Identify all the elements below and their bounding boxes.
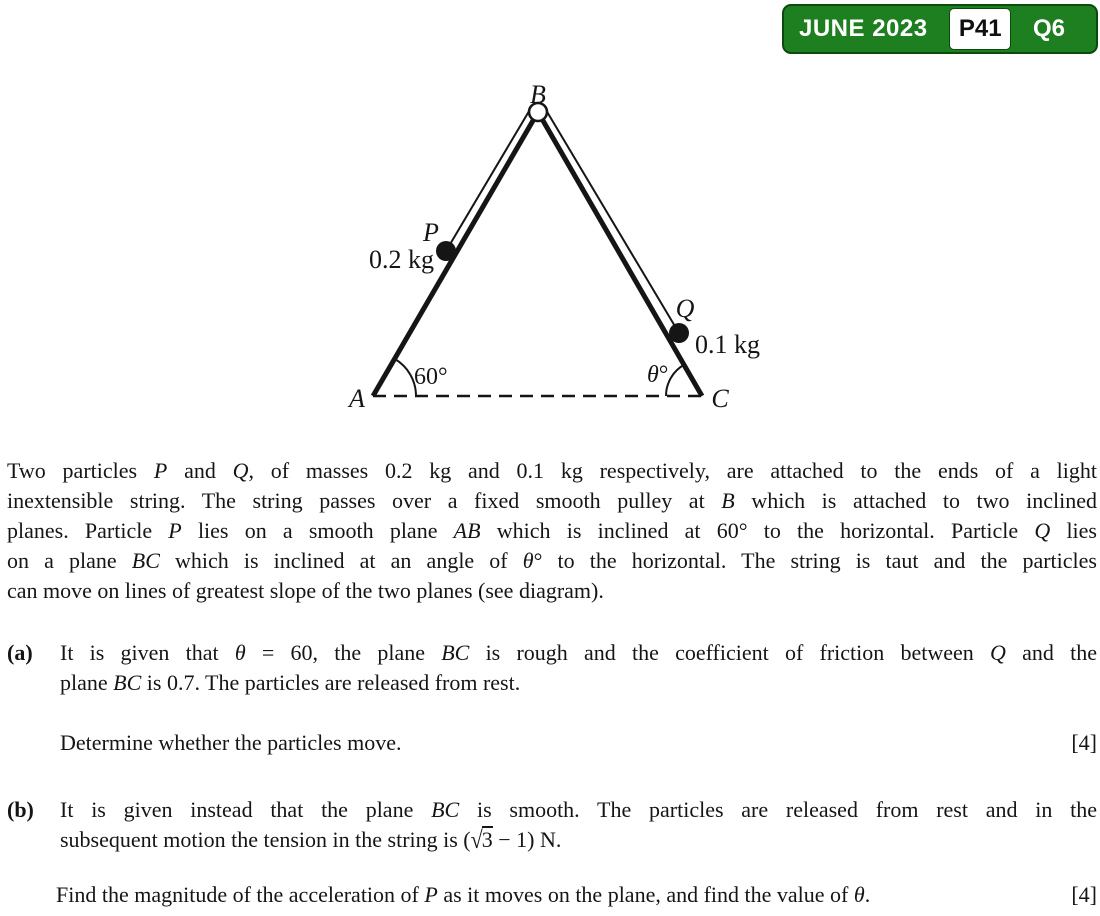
label-angle-60: 60° (414, 364, 448, 390)
string-right-segment (545, 108, 680, 334)
intro-paragraph (7, 456, 1097, 606)
part-b-text (60, 795, 1097, 855)
label-a: A (349, 384, 365, 413)
string-left-segment (446, 107, 532, 251)
text-line: Two particles P and Q, of masses 0.2 kg and 0.1 kg respectively, are attached to the ends of a light (7, 458, 1098, 483)
paper-code-label: P41 (958, 15, 1002, 42)
label-c: C (711, 384, 729, 413)
part-a-marks: [4] (1071, 730, 1097, 755)
label-q: Q (675, 294, 695, 323)
label-mass-q: 0.1 kg (695, 330, 760, 359)
particle-p-dot (436, 241, 456, 261)
label-b: B (530, 80, 546, 109)
angle-arc-at-a (395, 359, 417, 396)
label-angle-theta: θ° (647, 362, 669, 388)
plane-bc-line (538, 112, 702, 396)
text-line: planes. Particle P lies on a smooth plane AB which is inclined at 60° to the horizontal. Particle Q lies (7, 518, 1097, 543)
part-b (7, 795, 1097, 855)
part-a-text (60, 638, 1097, 698)
part-b-task-text: Find the magnitude of the acceleration of P as it moves on the plane, and find the value of θ. (56, 882, 871, 907)
text-line: can move on lines of greatest slope of the two planes (see diagram). (7, 578, 604, 603)
text-line: subsequent motion the tension in the string is (√3 − 1) N. (60, 825, 562, 854)
label-mass-p: 0.2 kg (369, 245, 434, 274)
part-a-task (60, 728, 1097, 758)
part-a (7, 638, 1097, 698)
particle-q-dot (669, 323, 689, 343)
question-number-label: Q6 (1032, 15, 1065, 42)
session-label: JUNE 2023 (799, 15, 928, 42)
part-a-label: (a) (7, 640, 33, 665)
angle-arc-at-c (666, 365, 684, 396)
part-b-task (56, 880, 1097, 910)
text-line: plane BC is 0.7. The particles are released from rest. (60, 670, 521, 695)
text-line: inextensible string. The string passes over a fixed smooth pulley at B which is attached to two inclined (7, 488, 1097, 513)
part-b-marks: [4] (1071, 882, 1097, 907)
part-a-task-text: Determine whether the particles move. (60, 730, 402, 755)
text-line: It is given that θ = 60, the plane BC is rough and the coefficient of friction between Q and the (60, 640, 1097, 665)
text-line: It is given instead that the plane BC is smooth. The particles are released from rest and in the (60, 797, 1097, 822)
part-b-label: (b) (7, 797, 34, 822)
text-line: on a plane BC which is inclined at an angle of θ° to the horizontal. The string is taut and the particles (7, 548, 1097, 573)
pulley-inclined-planes-diagram (0, 0, 1100, 440)
label-p: P (423, 218, 439, 247)
